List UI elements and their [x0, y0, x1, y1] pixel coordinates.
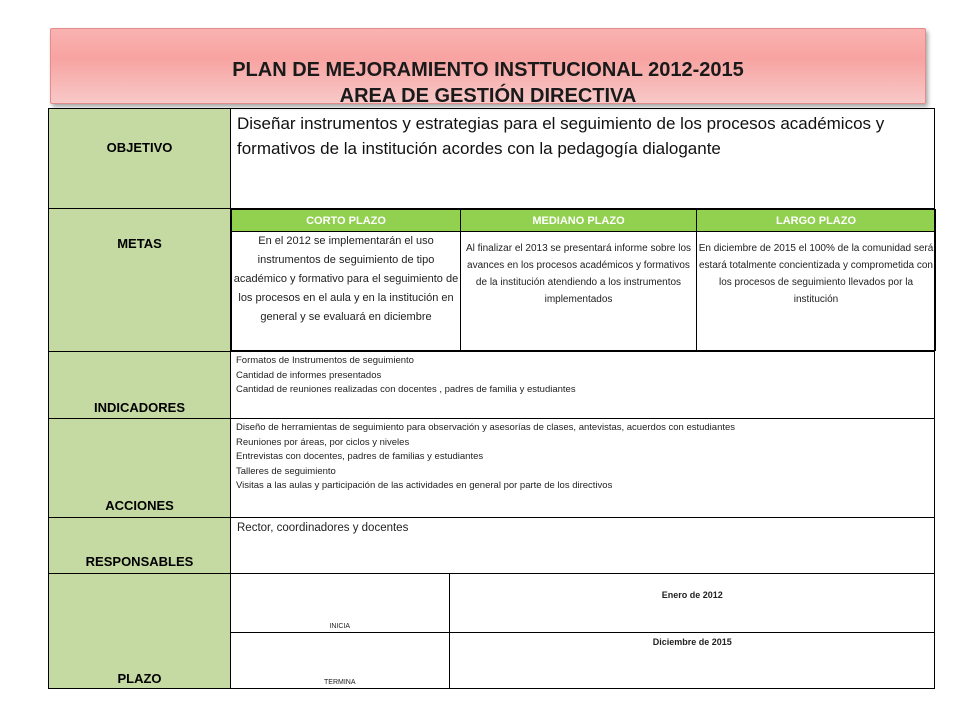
metas-content-cell: [231, 209, 935, 352]
plazo-label-cell: [49, 574, 231, 689]
indicadores-row: [49, 352, 935, 419]
responsables-text: Rector, coordinadores y docentes: [237, 522, 409, 534]
indicadores-label: INDICADORES: [93, 400, 185, 415]
responsables-row: [49, 518, 935, 574]
indicador-item: Cantidad de reuniones realizadas con docentes , padres de familia y estudiantes: [236, 384, 576, 395]
objetivo-label: OBJETIVO: [106, 140, 173, 155]
plazo-label: PLAZO: [117, 671, 162, 686]
inicia-value: Enero de 2012: [661, 590, 723, 600]
inicia-value-cell: [449, 574, 935, 632]
indicadores-list: [231, 352, 934, 400]
acciones-content-cell: [231, 419, 935, 518]
objetivo-text-cell: [231, 109, 935, 209]
meta-mediano: Al finalizar el 2013 se presentará informe sobre los avances en los procesos académicos y formativos de la institución atendiendo a los instrumentos implementados: [461, 232, 697, 351]
area-title: AREA DE GESTIÓN DIRECTIVA: [339, 85, 637, 107]
acciones-label-cell: [49, 419, 231, 518]
plazo-table: [231, 574, 935, 688]
metas-table: [231, 209, 936, 351]
responsables-label: RESPONSABLES: [85, 554, 194, 569]
metas-row: [49, 209, 935, 352]
inicia-cell: [231, 574, 449, 632]
meta-largo: En diciembre de 2015 el 100% de la comunidad será estará totalmente concientizada y comprometida con los procesos de seguimiento llevados por la institución: [697, 232, 936, 351]
termina-cell: [231, 632, 449, 688]
meta-corto: En el 2012 se implementarán el uso instrumentos de seguimiento de tipo académico y formativo para el seguimiento de los procesos en el aula y en la institución en general y se evaluará en diciembre: [232, 232, 461, 351]
title-banner: [50, 28, 926, 107]
accion-item: Talleres de seguimiento: [236, 465, 336, 477]
metas-header-mediano: MEDIANO PLAZO: [461, 210, 697, 232]
plazo-row: [49, 574, 935, 689]
acciones-label: ACCIONES: [105, 498, 174, 513]
indicador-item: Cantidad de informes presentados: [236, 369, 382, 381]
inicia-label: INICIA: [329, 622, 351, 630]
plan-table: [48, 108, 935, 689]
objetivo-label-cell: [49, 109, 231, 209]
accion-item: Diseño de herramientas de seguimiento para observación y asesorías de clases, antevistas, acuerdos con estudiantes: [236, 422, 736, 433]
accion-item: Entrevistas con docentes, padres de familias y estudiantes: [236, 451, 484, 462]
plan-title: PLAN DE MEJORAMIENTO INSTTUCIONAL 2012-2015: [232, 59, 744, 81]
termina-label: TERMINA: [324, 679, 356, 686]
metas-header-largo: LARGO PLAZO: [697, 210, 936, 232]
indicador-item: Formatos de Instrumentos de seguimiento: [236, 355, 414, 366]
metas-label-cell: [49, 209, 231, 352]
objetivo-row: [49, 109, 935, 209]
indicadores-label-cell: [49, 352, 231, 419]
responsables-content-cell: [231, 518, 935, 574]
accion-item: Visitas a las aulas y participación de las actividades en general por parte de los directivos: [236, 480, 613, 491]
acciones-list: [231, 419, 934, 496]
acciones-row: [49, 419, 935, 518]
metas-label: METAS: [117, 236, 162, 251]
plazo-content-cell: [231, 574, 935, 689]
termina-value-cell: [449, 632, 935, 688]
indicadores-content-cell: [231, 352, 935, 419]
termina-value: Diciembre de 2015: [652, 636, 732, 647]
accion-item: Reuniones por áreas, por ciclos y niveles: [236, 436, 410, 448]
objetivo-text: Diseñar instrumentos y estrategias para el seguimiento de los procesos académicos y formativos de la institución acordes con la pedagogía dialogante: [237, 114, 885, 158]
metas-header-corto: CORTO PLAZO: [232, 210, 461, 232]
responsables-label-cell: [49, 518, 231, 574]
